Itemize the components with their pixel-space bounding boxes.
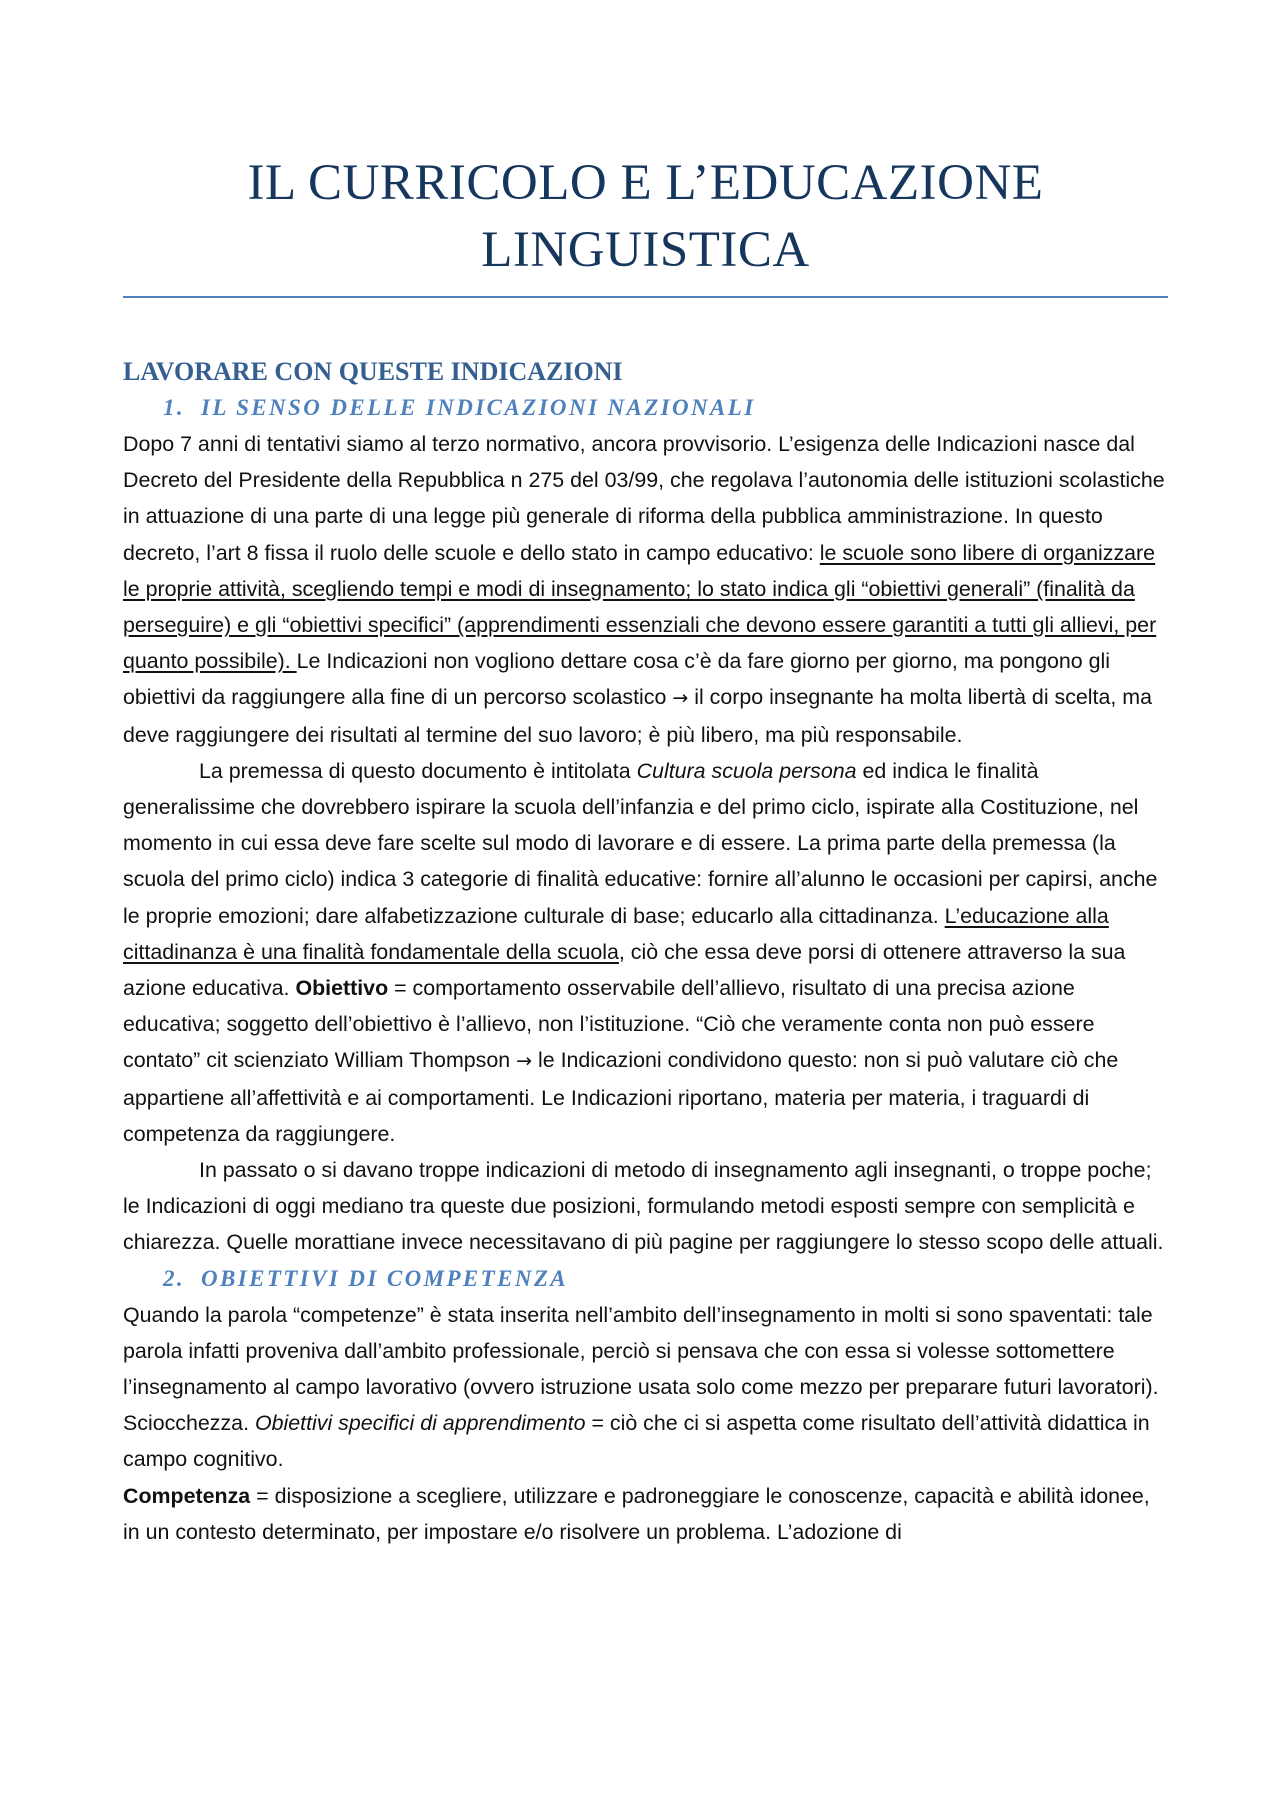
paragraph-2: La premessa di questo documento è intitolata Cultura scuola persona ed indica le finalità generalissime che dovrebbero ispirare la scuola dell’infanzia e del primo ciclo, ispirate alla Costituzione, nel momento in cui essa deve fare scelte sul modo di lavorare e di essere. La prima parte della premessa (la scuola del primo ciclo) indica 3 categorie di finalità educative: fornire all’alunno le occasioni per capirsi, anche le proprie emozioni; dare alfabetizzazione culturale di base; educarlo alla cittadinanza. L’educazione alla cittadinanza è una finalità fondamentale della scuola, ciò che essa deve porsi di ottenere attraverso la sua azione educativa. Obiettivo = comportamento osservabile dell’allievo, risultato di una precisa azione educativa; soggetto dell’obiettivo è l’allievo, non l’istituzione. “Ciò che veramente conta non può essere contato” cit scienziato William Thompson → le Indicazioni condividono questo: non si può valutare ciò che appartiene all’affettività e ai comportamenti. Le Indicazioni riportano, materia per materia, i traguardi di competenza da raggiungere. bbox=[123, 758, 1158, 1146]
subheading-1 bbox=[123, 390, 1168, 426]
title-line-2: LINGUISTICA bbox=[481, 222, 810, 278]
underlined-passage: L’educazione alla cittadinanza è una finalità fondamentale della scuola bbox=[123, 903, 1109, 964]
italic-term: Obiettivi specifici di apprendimento bbox=[254, 1411, 586, 1436]
subheading-2-number: 2. bbox=[163, 1265, 186, 1291]
bold-term: Competenza bbox=[123, 1483, 251, 1508]
paragraph-4: Quando la parola “competenze” è stata inserita nell’ambito dell’insegnamento in molti si sono spaventati: tale parola infatti proveniva dall’ambito professionale, perciò si pensava che con essa si volesse sottomettere l’insegnamento al campo lavorativo (ovvero istruzione usata solo come mezzo per preparare futuri lavoratori). Sciocchezza. Obiettivi specifici di apprendimento = ciò che ci si aspetta come risultato dell’attività didattica in campo cognitivo. bbox=[123, 1302, 1159, 1472]
title-line-1: IL CURRICOLO E L’EDUCAZIONE bbox=[247, 155, 1044, 211]
document-page bbox=[123, 150, 1168, 1550]
title-block bbox=[123, 150, 1168, 298]
document-title bbox=[123, 150, 1168, 284]
section-heading: LAVORARE CON QUESTE INDICAZIONI bbox=[123, 357, 623, 386]
arrow-right-icon: → bbox=[516, 1050, 533, 1073]
subheading-2-text: OBIETTIVI DI COMPETENZA bbox=[201, 1265, 569, 1291]
paragraph-3: In passato o si davano troppe indicazioni di metodo di insegnamento agli insegnanti, o troppe poche; le Indicazioni di oggi mediano tra queste due posizioni, formulando metodi esposti sempre con semplicità e chiarezza. Quelle morattiane invece necessitavano di più pagine per raggiungere lo stesso scopo delle attuali. bbox=[123, 1158, 1164, 1255]
underlined-passage: le scuole sono libere di organizzare le proprie attività, scegliendo tempi e modi di insegnamento; lo stato indica gli “obiettivi generali” (finalità da perseguire) e gli “obiettivi specifici” (apprendimenti essenziali che devono essere garantiti a tutti gli allievi, per quanto possibile). bbox=[123, 540, 1157, 674]
subheading-1-text: IL SENSO DELLE INDICAZIONI NAZIONALI bbox=[201, 395, 756, 420]
subheading-2 bbox=[123, 1261, 1168, 1297]
arrow-right-icon: → bbox=[672, 687, 689, 710]
paragraph-1: Dopo 7 anni di tentativi siamo al terzo normativo, ancora provvisorio. L’esigenza delle Indicazioni nasce dal Decreto del Presidente della Repubblica n 275 del 03/99, che regolava l’autonomia delle istituzioni scolastiche in attuazione di una parte di una legge più generale di riforma della pubblica amministrazione. In questo decreto, l’art 8 fissa il ruolo delle scuole e dello stato in campo educativo: le scuole sono libere di organizzare le proprie attività, scegliendo tempi e modi di insegnamento; lo stato indica gli “obiettivi generali” (finalità da perseguire) e gli “obiettivi specifici” (apprendimenti essenziali che devono essere garantiti a tutti gli allievi, per quanto possibile). Le Indicazioni non vogliono dettare cosa c’è da fare giorno per giorno, ma pongono gli obiettivi da raggiungere alla fine di un percorso scolastico → il corpo insegnante ha molta libertà di scelta, ma deve raggiungere dei risultati al termine del suo lavoro; è più libero, ma più responsabile. bbox=[123, 432, 1165, 747]
bold-term: Obiettivo bbox=[295, 976, 389, 1001]
subheading-1-number: 1. bbox=[163, 395, 186, 420]
paragraph-5: Competenza = disposizione a scegliere, utilizzare e padroneggiare le conoscenze, capacità e abilità idonee, in un contesto determinato, per impostare e/o risolvere un problema. L’adozione di bbox=[123, 1483, 1150, 1544]
italic-title: Cultura scuola persona bbox=[636, 758, 857, 783]
